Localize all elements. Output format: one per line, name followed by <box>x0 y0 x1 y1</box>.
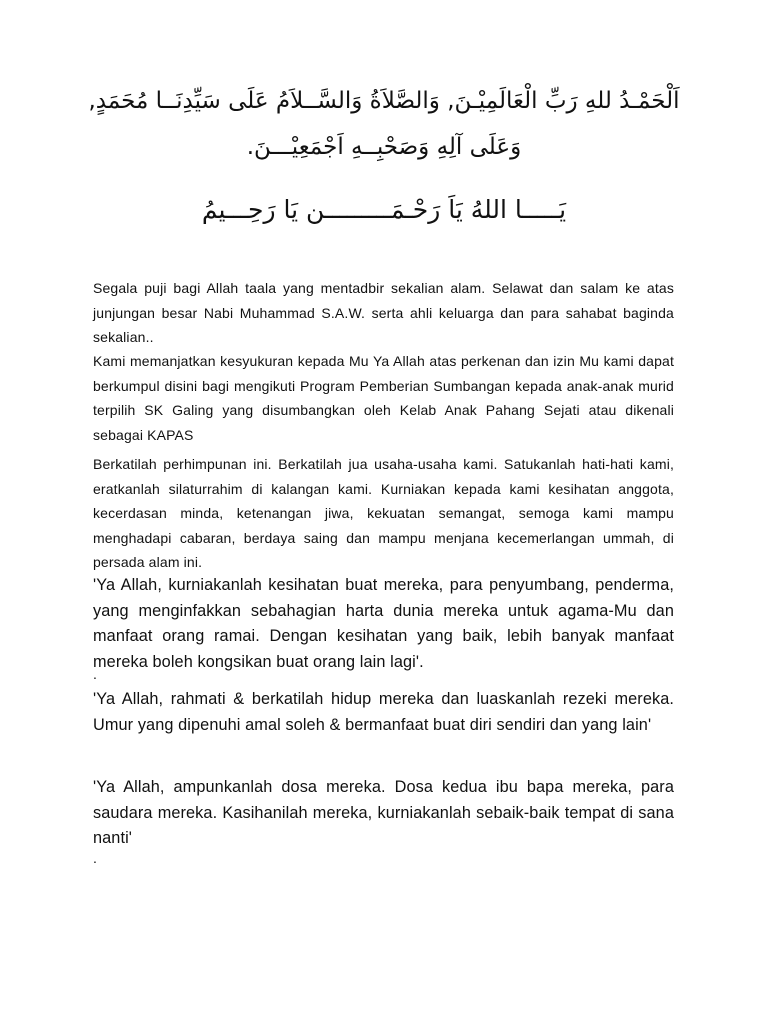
separator-dot: . <box>93 850 97 866</box>
paragraph-gratitude: Kami memanjatkan kesyukuran kepada Mu Ya Allah atas perkenan dan izin Mu kami dapat berkumpul disini bagi mengikuti Program Pemberian Sumbangan kepada anak-anak murid terpilih SK Galing yang disumbangkan oleh Kelab Anak Pahang Sejati atau dikenali sebagai KAPAS <box>93 353 674 443</box>
paragraph-prayer-forgiveness: 'Ya Allah, ampunkanlah dosa mereka. Dosa kedua ibu bapa mereka, para saudara mereka. Kasihanilah mereka, kurniakanlah sebaik-baik tempat di sana nanti' <box>93 778 674 847</box>
paragraph-praise: Segala puji bagi Allah taala yang mentadbir sekalian alam. Selawat dan salam ke atas junjungan besar Nabi Muhammad S.A.W. serta ahli keluarga dan para sahabat baginda sekalian.. <box>93 280 674 345</box>
paragraph-prayer-mercy: 'Ya Allah, rahmati & berkatilah hidup mereka dan luaskanlah rezeki mereka. Umur yang dipenuhi amal soleh & bermanfaat buat diri sendiri dan yang lain' <box>93 690 674 734</box>
arabic-opening-line-2: وَعَلَى آلِهِ وَصَحْبِــهِ اَجْمَعِيْـــنَ. <box>246 134 522 160</box>
separator-dot: . <box>93 666 97 682</box>
arabic-opening-line-1: اَلْحَمْـدُ للهِ رَبِّ الْعَالَمِيْـنَ, وَالصَّلاَةُ وَالسَّــلاَمُ عَلَى سَيِّدِنَــا مُحَمَدٍ, <box>88 88 680 114</box>
paragraph-blessings: Berkatilah perhimpunan ini. Berkatilah jua usaha-usaha kami. Satukanlah hati-hati kami, eratkanlah silaturrahim di kalangan kami. Kurniakan kepada kami kesihatan anggota, kecerdasan minda, ketenangan jiwa, kekuatan semangat, semoga kami mampu menghadapi cabaran, berdaya saing dan mampu menjana kecemerlangan ummah, di persada alam ini. <box>93 456 674 570</box>
paragraph-prayer-health: 'Ya Allah, kurniakanlah kesihatan buat mereka, para penyumbang, penderma, yang menginfakkan sebahagian harta dunia mereka untuk agama-Mu dan manfaat orang ramai. Dengan kesihatan yang baik, lebih banyak manfaat mereka boleh kongsikan buat orang lain lagi'. <box>93 576 674 671</box>
arabic-invocation-line: يَـــــا اللهُ يَاَ رَحْـمَـــــــــن يَا رَحِـــيمُ <box>201 195 567 224</box>
